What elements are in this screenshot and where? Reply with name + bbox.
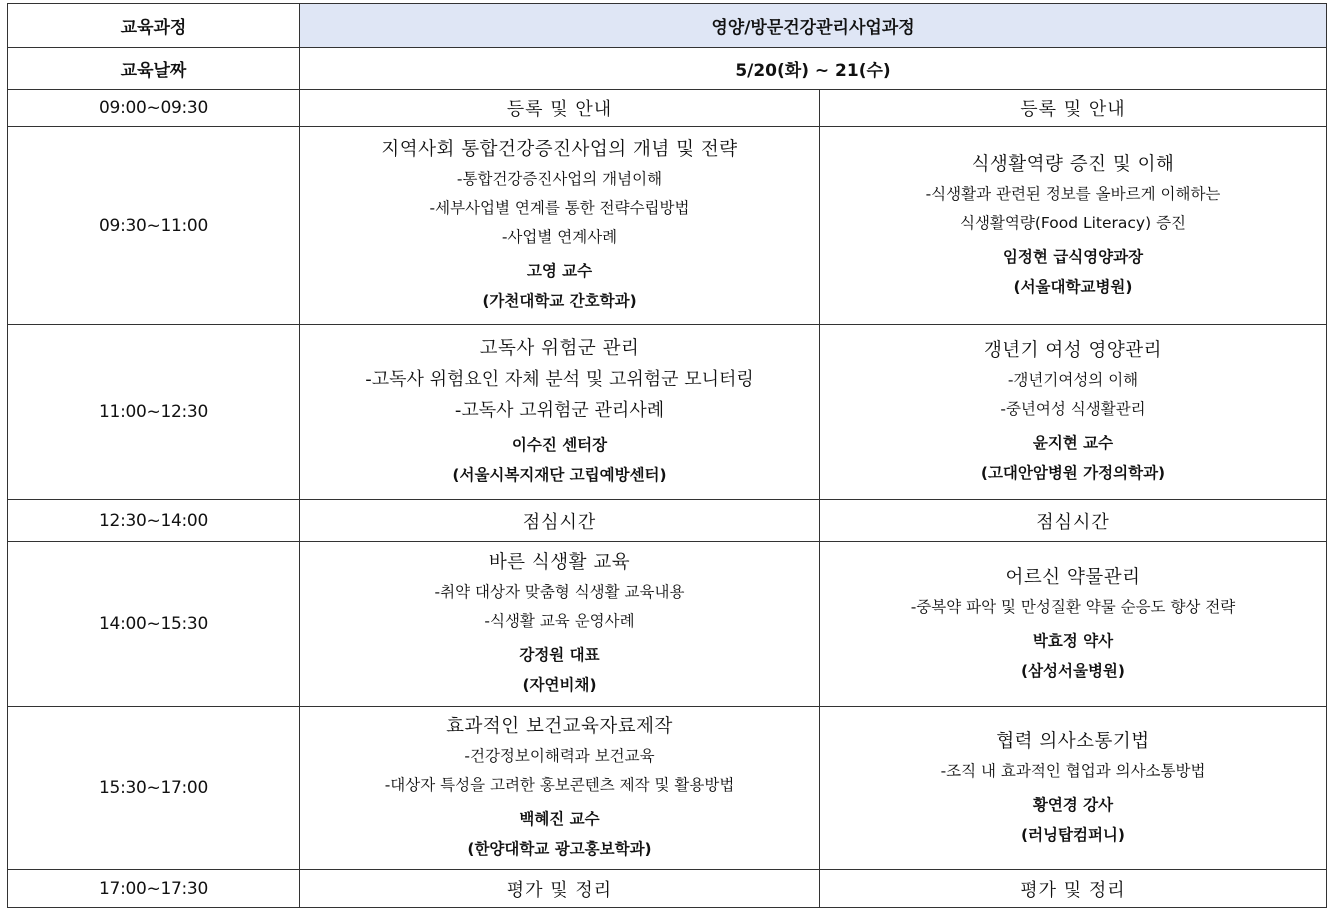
session-detail: -고독사 위험요인 자체 분석 및 고위험군 모니터링 xyxy=(365,369,754,390)
speaker-affiliation: (서울대학교병원) xyxy=(1013,277,1133,296)
session-cell xyxy=(820,542,1327,707)
session-title: 등록 및 안내 xyxy=(506,99,613,120)
session-detail: -건강정보이해력과 보건교육 xyxy=(464,747,655,765)
speaker-name: 고영 교수 xyxy=(526,262,593,280)
session-detail: -세부사업별 연계를 통한 전략수립방법 xyxy=(429,199,690,217)
session-cell xyxy=(300,127,820,325)
time-cell: 11:00~12:30 xyxy=(8,325,300,500)
course-row xyxy=(8,4,1327,48)
speaker-name: 박효정 약사 xyxy=(1032,631,1114,650)
table-row xyxy=(8,707,1327,870)
session-cell xyxy=(300,870,820,908)
time-cell: 15:30~17:00 xyxy=(8,707,300,870)
session-cell xyxy=(820,500,1327,542)
session-title: 등록 및 안내 xyxy=(1020,99,1126,120)
time-cell: 12:30~14:00 xyxy=(8,500,300,542)
session-detail: -중년여성 식생활관리 xyxy=(1000,400,1146,418)
session-detail: 식생활역량(Food Literacy) 증진 xyxy=(959,213,1187,232)
table-row xyxy=(8,542,1327,707)
course-label: 교육과정 xyxy=(8,4,300,48)
date-row xyxy=(8,48,1327,90)
session-title: 갱년기 여성 영양관리 xyxy=(983,340,1163,361)
session-detail: -고독사 고위험군 관리사례 xyxy=(454,400,665,421)
speaker-affiliation: (한양대학교 광고홍보학과) xyxy=(467,840,652,858)
date-label: 교육날짜 xyxy=(8,48,300,90)
session-title: 바른 식생활 교육 xyxy=(488,552,631,573)
time-cell: 09:00~09:30 xyxy=(8,90,300,127)
session-title: 평가 및 정리 xyxy=(506,879,613,901)
session-detail: -식생활과 관련된 정보를 올바르게 이해하는 xyxy=(925,184,1221,203)
session-detail: -중복약 파악 및 만성질환 약물 순응도 향상 전략 xyxy=(910,597,1236,616)
session-detail: -갱년기여성의 이해 xyxy=(1007,371,1139,389)
session-title: 어르신 약물관리 xyxy=(1005,566,1141,588)
session-detail: -조직 내 효과적인 협업과 의사소통방법 xyxy=(940,761,1206,780)
table-row xyxy=(8,870,1327,908)
session-detail: -대상자 특성을 고려한 홍보콘텐츠 제작 및 활용방법 xyxy=(384,776,735,794)
speaker-name: 이수진 센터장 xyxy=(511,436,608,454)
session-title: 지역사회 통합건강증진사업의 개념 및 전략 xyxy=(381,139,738,160)
time-cell: 17:00~17:30 xyxy=(8,870,300,908)
speaker-affiliation: (가천대학교 간호학과) xyxy=(482,292,637,310)
session-cell xyxy=(820,90,1327,127)
speaker-affiliation: (고대안암병원 가정의학과) xyxy=(980,464,1166,482)
session-title: 효과적인 보건교육자료제작 xyxy=(446,716,673,737)
session-title: 고독사 위험군 관리 xyxy=(479,338,640,359)
session-cell xyxy=(820,870,1327,908)
session-title: 식생활역량 증진 및 이해 xyxy=(971,153,1175,175)
speaker-affiliation: (자연비채) xyxy=(522,676,597,694)
date-value: 5/20(화) ~ 21(수) xyxy=(300,48,1327,90)
session-cell xyxy=(300,90,820,127)
session-cell xyxy=(300,500,820,542)
session-detail: -통합건강증진사업의 개념이해 xyxy=(456,170,663,188)
speaker-name: 백혜진 교수 xyxy=(519,810,600,828)
schedule-table xyxy=(7,3,1327,908)
session-cell xyxy=(300,325,820,500)
speaker-affiliation: (삼성서울병원) xyxy=(1020,661,1125,680)
session-title: 평가 및 정리 xyxy=(1020,879,1126,901)
speaker-name: 임정현 급식영양과장 xyxy=(1002,247,1144,266)
session-title: 점심시간 xyxy=(1036,511,1110,533)
session-cell xyxy=(300,542,820,707)
session-title: 협력 의사소통기법 xyxy=(996,730,1150,752)
session-detail: -사업별 연계사례 xyxy=(501,228,618,246)
time-cell: 09:30~11:00 xyxy=(8,127,300,325)
session-cell xyxy=(820,707,1327,870)
speaker-affiliation: (서울시복지재단 고립예방센터) xyxy=(452,466,667,484)
speaker-name: 황연경 강사 xyxy=(1032,795,1114,814)
table-row xyxy=(8,325,1327,500)
session-title: 점심시간 xyxy=(522,511,597,533)
speaker-affiliation: (러닝탑컴퍼니) xyxy=(1020,825,1125,844)
course-value: 영양/방문건강관리사업과정 xyxy=(300,4,1327,48)
session-detail: -취약 대상자 맞춤형 식생활 교육내용 xyxy=(434,583,685,601)
session-cell xyxy=(820,127,1327,325)
table-row xyxy=(8,500,1327,542)
speaker-name: 강정원 대표 xyxy=(519,646,600,664)
session-cell xyxy=(300,707,820,870)
session-cell xyxy=(820,325,1327,500)
session-detail: -식생활 교육 운영사례 xyxy=(484,612,635,630)
speaker-name: 윤지현 교수 xyxy=(1032,434,1114,452)
time-cell: 14:00~15:30 xyxy=(8,542,300,707)
table-row xyxy=(8,90,1327,127)
table-row xyxy=(8,127,1327,325)
